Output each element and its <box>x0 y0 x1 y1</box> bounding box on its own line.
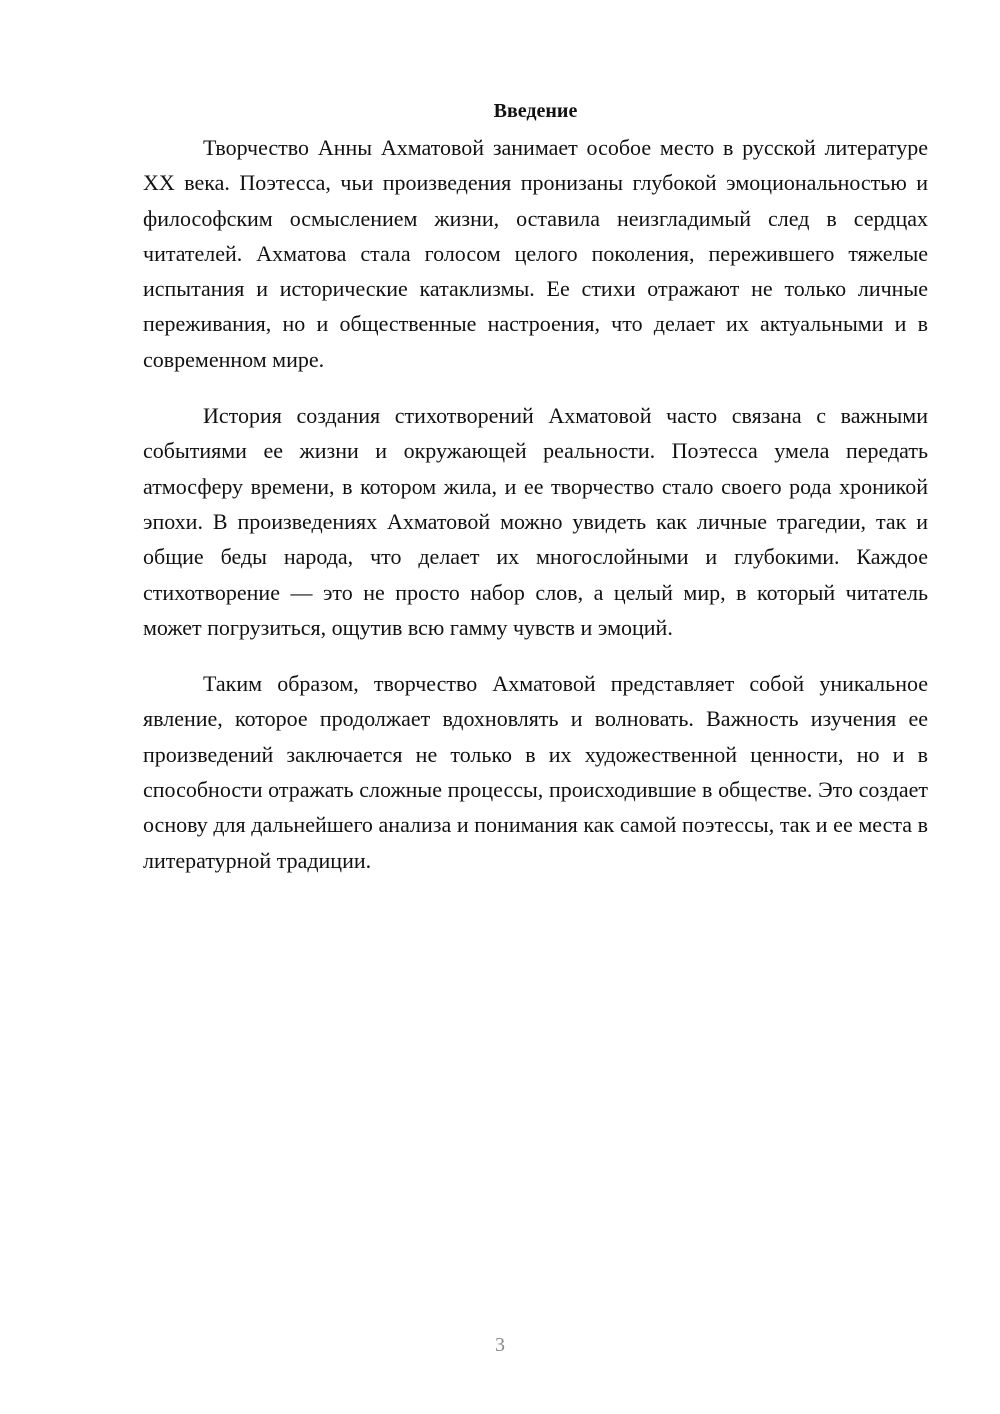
page-body <box>143 96 928 899</box>
paragraph-3: Таким образом, творчество Ахматовой представляет собой уникальное явление, которое продолжает вдохновлять и волновать. Важность изучения ее произведений заключается не только в их художественной ценности, но и в способности отражать сложные процессы, происходившие в обществе. Это создает основу для дальнейшего анализа и понимания как самой поэтессы, так и ее места в литературной традиции. <box>143 671 928 873</box>
paragraph-1: Творчество Анны Ахматовой занимает особое место в русской литературе XX века. Поэтесса, чьи произведения пронизаны глубокой эмоциональностью и философским осмыслением жизни, оставила неизгладимый след в сердцах читателей. Ахматова стала голосом целого поколения, пережившего тяжелые испытания и исторические катаклизмы. Ее стихи отражают не только личные переживания, но и общественные настроения, что делает их актуальными и в современном мире. <box>143 135 928 372</box>
section-title: Введение <box>493 100 578 122</box>
page-number: 3 <box>495 1334 505 1356</box>
paragraph-2: История создания стихотворений Ахматовой часто связана с важными событиями ее жизни и окружающей реальности. Поэтесса умела передать атмосферу времени, в котором жила, и ее творчество стало своего рода хроникой эпохи. В произведениях Ахматовой можно увидеть как личные трагедии, так и общие беды народа, что делает их многослойными и глубокими. Каждое стихотворение — это не просто набор слов, а целый мир, в который читатель может погрузиться, ощутив всю гамму чувств и эмоций. <box>143 403 928 640</box>
